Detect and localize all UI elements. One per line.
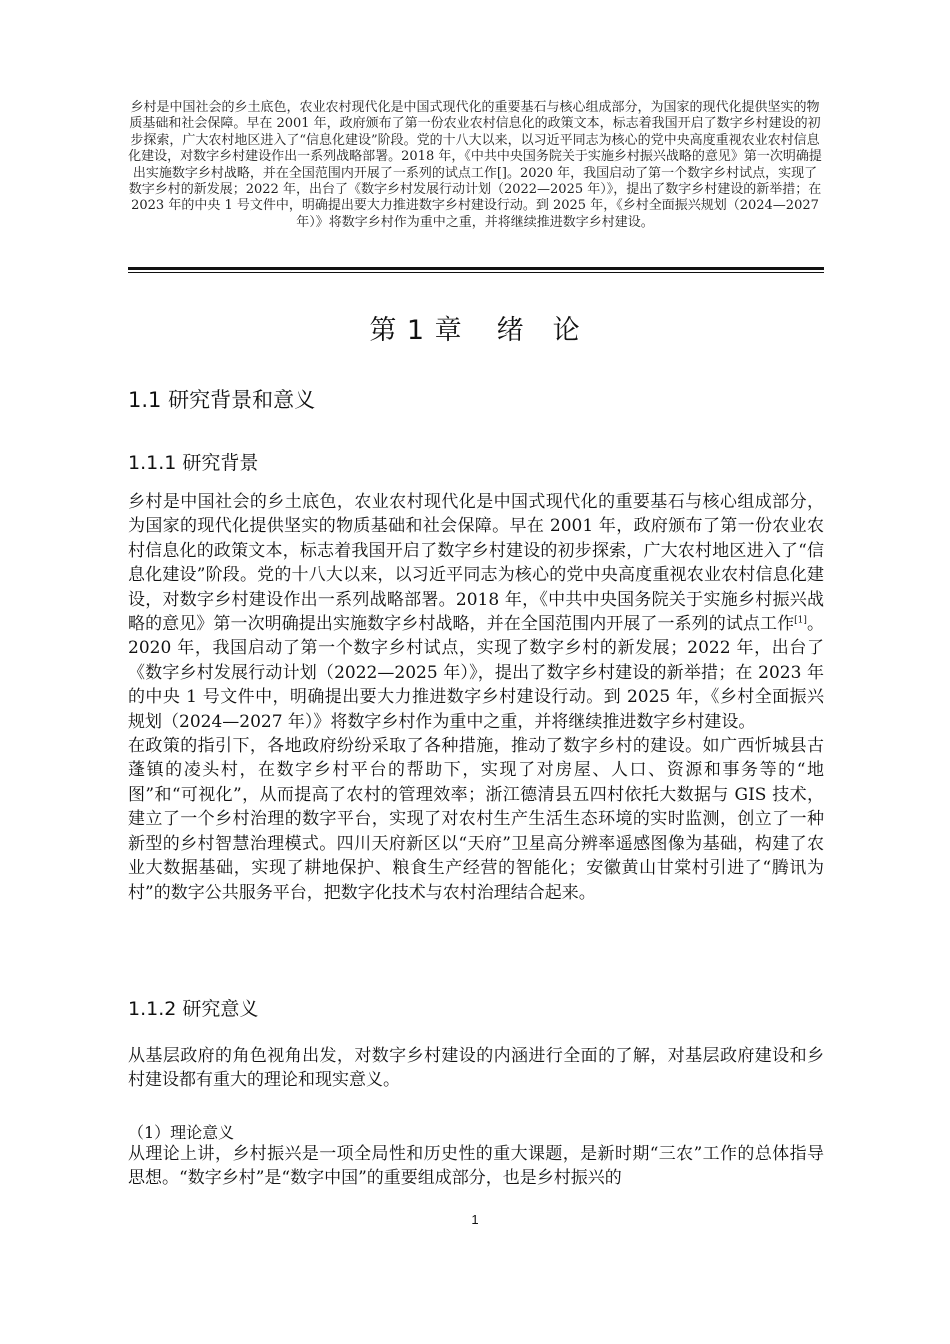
background-paragraph-2: 在政策的指引下，各地政府纷纷采取了各种措施，推动了数字乡村的建设。如广西忻城县古蓬镇的凌头村，在数字乡村平台的帮助下，实现了对房屋、人口、资源和事务等的“地图”和“可视化”，从而提高了农村的管理效率；浙江德清县五四村依托大数据与 GIS 技术，建立了一个乡村治理的数字平台，实现了对农村生产生活生态环境的实时监测，创立了一种新型的乡村智慧治理模式。四川天府新区以“天府”卫星高分辨率遥感图像为基础，构建了农业大数据基础，实现了耕地保护、粮食生产经营的智能化；安徽黄山甘棠村引进了“腾讯为村”的数字公共服务平台，把数字化技术与农村治理结合起来。 [128,736,824,903]
chapter-heading [0,308,950,347]
theory-significance-label: （1）理论意义 [128,1123,235,1142]
page-number: 1 [471,1212,479,1227]
header-rule-thick [128,267,824,270]
subsection-heading-background: 1.1.1 研究背景 [128,452,259,474]
theory-significance-paragraph: 从理论上讲，乡村振兴是一项全局性和历史性的重大课题，是新时期“三农”工作的总体指导思想。“数字乡村”是“数字中国”的重要组成部分，也是乡村振兴的 [128,1144,824,1189]
section-heading: 1.1 研究背景和意义 [128,388,316,412]
background-paragraph-1-text-cont: 。2020 年，我国启动了第一个数字乡村试点，实现了数字乡村的新发展；2022 年，出台了《数字乡村发展行动计划（2022—2025 年）》，提出了数字乡村建设的新举措；在 2023 年的中央 1 号文件中，明确提出要大力推进数字乡村建设行动。到 2025 年，《乡村全面振兴规划（2024—2027 年）》将数字乡村作为重中之重，并将继续推进数字乡村建设。 [128,614,825,732]
header-rule-thin [128,272,824,273]
citation-ref: [1] [794,615,807,626]
significance-paragraph-1: 从基层政府的角色视角出发，对数字乡村建设的内涵进行全面的了解，对基层政府建设和乡村建设都有重大的理论和现实意义。 [128,1046,824,1091]
background-paragraph-1-text: 乡村是中国社会的乡土底色，农业农村现代化是中国式现代化的重要基石与核心组成部分，为国家的现代化提供坚实的物质基础和社会保障。早在 2001 年，政府颁布了第一份农业农村信息化的政策文本，标志着我国开启了数字乡村建设的初步探索，广大农村地区进入了“信息化建设”阶段。党的十八大以来，以习近平同志为核心的党中央高度重视农业农村信息化建设，对数字乡村建设作出一系列战略部署。2018 年，《中共中央国务院关于实施乡村振兴战略的意见》第一次明确提出实施数字乡村战略，并在全国范围内开展了一系列的试点工作 [128,492,824,635]
chapter-number: 第 1 章 [369,315,463,346]
background-paragraph-1 [128,490,824,734]
chapter-title-text: 绪 论 [496,315,581,346]
subsection-heading-significance: 1.1.2 研究意义 [128,998,259,1020]
background-body [128,490,824,905]
running-header: 乡村是中国社会的乡土底色，农业农村现代化是中国式现代化的重要基石与核心组成部分，为国家的现代化提供坚实的物质基础和社会保障。早在 2001 年，政府颁布了第一份农业农村信息化的政策文本，标志着我国开启了数字乡村建设的初步探索，广大农村地区进入了“信息化建设”阶段。党的十八大以来，以习近平同志为核心的党中央高度重视农业农村信息化建设，对数字乡村建设作出一系列战略部署。2018 年，《中共中央国务院关于实施乡村振兴战略的意见》第一次明确提出实施数字乡村战略，并在全国范围内开展了一系列的试点工作[]。2020 年，我国启动了第一个数字乡村试点，实现了数字乡村的新发展；2022 年，出台了《数字乡村发展行动计划（2022—2025 年）》，提出了数字乡村建设的新举措；在 2023 年的中央 1 号文件中，明确提出要大力推进数字乡村建设行动。到 2025 年，《乡村全面振兴规划（2024—2027 年）》将数字乡村作为重中之重，并将继续推进数字乡村建设。 [128,100,822,230]
